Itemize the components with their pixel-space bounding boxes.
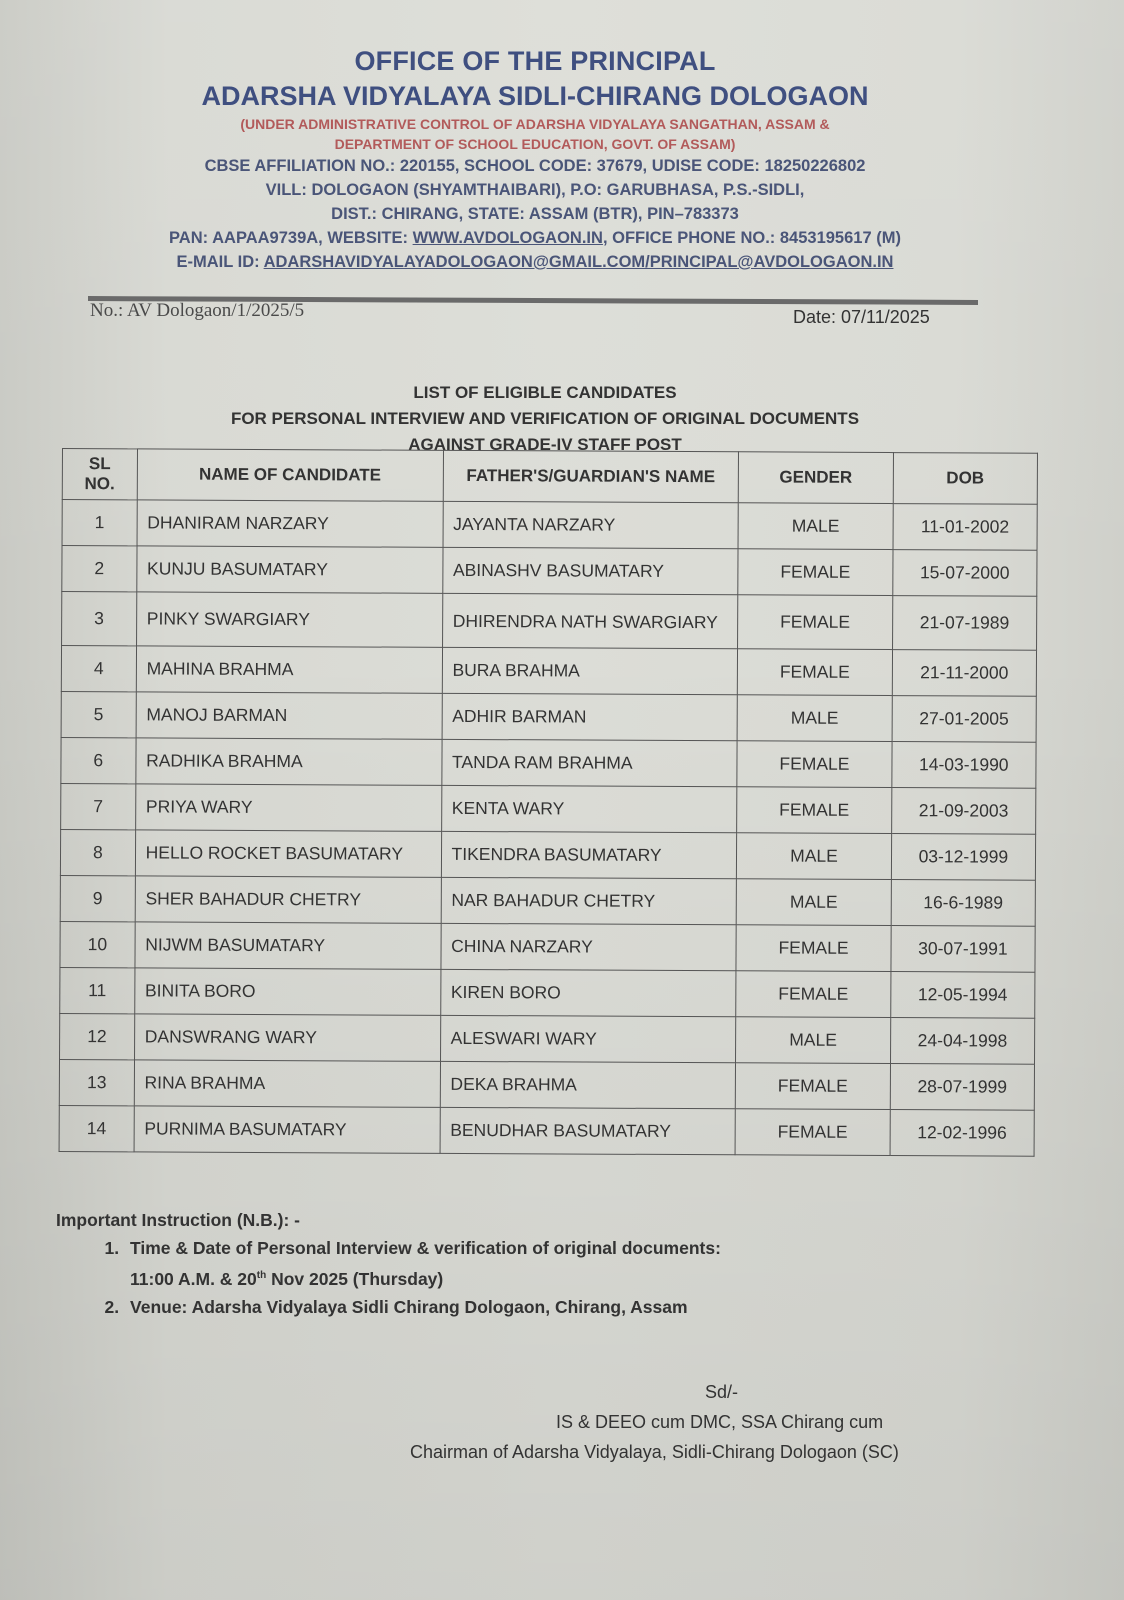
table-row [61, 783, 1036, 834]
cell-gender: FEMALE [738, 549, 893, 596]
cell-father-name: TIKENDRA BASUMATARY [441, 831, 737, 878]
cell-candidate-name: BINITA BORO [134, 968, 440, 1015]
email-line [80, 250, 990, 274]
instruction-item-1 [124, 1234, 721, 1293]
cell-gender: MALE [737, 695, 892, 742]
website-link[interactable]: WWW.AVDOLOGAON.IN [412, 229, 603, 247]
cell-candidate-name: HELLO ROCKET BASUMATARY [135, 830, 441, 877]
cell-gender: FEMALE [738, 649, 893, 696]
cell-father-name: DHIRENDRA NATH SWARGIARY [442, 593, 738, 648]
cell-candidate-name: KUNJU BASUMATARY [136, 546, 442, 593]
important-instructions [56, 1206, 721, 1321]
cell-dob: 12-05-1994 [890, 972, 1035, 1019]
cell-father-name: BURA BRAHMA [442, 647, 738, 694]
header-name: NAME OF CANDIDATE [137, 449, 443, 501]
cell-dob: 24-04-1998 [890, 1018, 1035, 1065]
cell-gender: MALE [736, 879, 891, 926]
header-sl-no [62, 449, 137, 500]
office-title: OFFICE OF THE PRINCIPAL [354, 46, 716, 76]
list-title-line-3: AGAINST GRADE-IV STAFF POST [408, 435, 682, 454]
table-row [60, 967, 1035, 1018]
table-row [60, 829, 1035, 880]
cell-sl-no: 2 [62, 546, 137, 592]
header-dob: DOB [893, 453, 1038, 505]
pan-label: PAN: AAPAA9739A, WEBSITE: [169, 229, 413, 247]
cell-sl-no: 1 [62, 500, 137, 546]
list-title-line-2: FOR PERSONAL INTERVIEW AND VERIFICATION OF ORIGINAL DOCUMENTS [230, 409, 860, 428]
cell-dob: 21-09-2003 [891, 788, 1036, 835]
signatory-designation-2: Chairman of Adarsha Vidyalaya, Sidli-Chirang Dologaon (SC) [410, 1442, 899, 1462]
cell-candidate-name: RADHIKA BRAHMA [136, 738, 442, 785]
table-row [61, 646, 1036, 697]
cell-father-name: DEKA BRAHMA [440, 1061, 736, 1108]
cell-candidate-name: DHANIRAM NARZARY [137, 500, 443, 547]
email-link[interactable]: ADARSHAVIDYALAYADOLOGAON@GMAIL.COM/PRINCIPAL@AVDOLOGAON.IN [263, 253, 894, 271]
cell-father-name: TANDA RAM BRAHMA [441, 739, 737, 786]
cell-candidate-name: PINKY SWARGIARY [136, 592, 442, 647]
school-name: ADARSHA VIDYALAYA SIDLI-CHIRANG DOLOGAON [201, 81, 869, 111]
cell-father-name: ALESWARI WARY [440, 1015, 736, 1062]
control-line-2: DEPARTMENT OF SCHOOL EDUCATION, GOVT. OF ASSAM) [334, 136, 736, 152]
cell-candidate-name: SHER BAHADUR CHETRY [135, 876, 441, 923]
cell-gender: MALE [738, 503, 893, 550]
cell-dob: 14-03-1990 [892, 742, 1037, 789]
cell-gender: FEMALE [737, 787, 892, 834]
cell-candidate-name: PURNIMA BASUMATARY [134, 1106, 440, 1153]
cell-gender: FEMALE [736, 925, 891, 972]
cell-sl-no: 10 [60, 921, 135, 967]
cell-sl-no: 7 [61, 783, 136, 829]
instruction-item-2: 2. Venue: Adarsha Vidyalaya Sidli Chirang Dologaon, Chirang, Assam [124, 1293, 721, 1321]
cell-candidate-name: PRIYA WARY [135, 784, 441, 831]
cell-father-name: KENTA WARY [441, 785, 737, 832]
cell-dob: 15-07-2000 [892, 550, 1037, 597]
header-sl-label: SL [88, 454, 111, 474]
cell-father-name: KIREN BORO [440, 969, 736, 1016]
header-father-name: FATHER'S/GUARDIAN'S NAME [443, 450, 739, 502]
cell-father-name: ABINASHV BASUMATARY [442, 547, 738, 594]
table-body [59, 500, 1037, 1157]
interview-time: 11:00 A.M. & 20 [130, 1268, 257, 1289]
header-gender: GENDER [738, 452, 893, 504]
cell-sl-no: 12 [60, 1013, 135, 1059]
cell-sl-no: 11 [60, 967, 135, 1013]
candidates-table [59, 448, 1038, 1157]
document-date: Date: 07/11/2025 [793, 307, 930, 327]
control-line-1: (UNDER ADMINISTRATIVE CONTROL OF ADARSHA VIDYALAYA SANGATHAN, ASSAM & [240, 116, 830, 132]
cell-dob: 12-02-1996 [890, 1110, 1035, 1157]
address-line-1: VILL: DOLOGAON (SHYAMTHAIBARI), P.O: GARUBHASA, P.S.-SIDLI, [265, 181, 805, 199]
school-codes: CBSE AFFILIATION NO.: 220155, SCHOOL CODE: 37679, UDISE CODE: 18250226802 [204, 157, 866, 175]
email-label: E-MAIL ID: [176, 253, 264, 271]
cell-gender: FEMALE [735, 1109, 890, 1156]
header-no-label: NO. [84, 474, 115, 494]
cell-dob: 16-6-1989 [891, 880, 1036, 927]
table-row [62, 546, 1037, 597]
table-row [60, 875, 1035, 926]
table-row [59, 1059, 1034, 1110]
cell-candidate-name: NIJWM BASUMATARY [135, 922, 441, 969]
cell-candidate-name: RINA BRAHMA [134, 1060, 440, 1107]
cell-dob: 21-07-1989 [892, 596, 1037, 651]
list-title [130, 380, 960, 458]
table-row [62, 500, 1037, 551]
cell-candidate-name: DANSWRANG WARY [134, 1014, 440, 1061]
cell-sl-no: 5 [61, 691, 136, 737]
instructions-heading: Important Instruction (N.B.): - [56, 1210, 301, 1230]
table-row [60, 1013, 1035, 1064]
cell-dob: 27-01-2005 [892, 696, 1037, 743]
ordinal-suffix: th [256, 1270, 267, 1281]
table-row [61, 737, 1036, 788]
cell-sl-no: 4 [61, 646, 136, 692]
cell-sl-no: 6 [61, 737, 136, 783]
cell-dob: 03-12-1999 [891, 834, 1036, 881]
table-header-row [62, 449, 1037, 505]
cell-gender: MALE [736, 1017, 891, 1064]
instruction-1-line-1: Time & Date of Personal Interview & verification of original documents: [130, 1238, 721, 1258]
signatory-designation-1: IS & DEEO cum DMC, SSA Chirang cum [556, 1412, 884, 1432]
cell-dob: 11-01-2002 [893, 504, 1038, 551]
cell-sl-no: 13 [59, 1059, 134, 1105]
cell-sl-no: 9 [60, 875, 135, 921]
cell-candidate-name: MANOJ BARMAN [136, 692, 442, 739]
cell-dob: 30-07-1991 [891, 926, 1036, 973]
cell-father-name: JAYANTA NARZARY [443, 501, 739, 548]
cell-sl-no: 8 [60, 829, 135, 875]
interview-date: Nov 2025 (Thursday) [266, 1268, 444, 1289]
cell-father-name: BENUDHAR BASUMATARY [440, 1107, 736, 1154]
cell-gender: FEMALE [738, 595, 893, 650]
cell-gender: FEMALE [736, 971, 891, 1018]
list-title-line-1: LIST OF ELIGIBLE CANDIDATES [413, 383, 677, 402]
letterhead [80, 44, 990, 274]
cell-father-name: ADHIR BARMAN [442, 693, 738, 740]
signature-sd: Sd/- [705, 1382, 739, 1402]
table-row [61, 691, 1036, 742]
table-row [62, 592, 1037, 651]
instructions-list [56, 1234, 721, 1321]
cell-dob: 21-11-2000 [892, 650, 1037, 697]
cell-gender: FEMALE [735, 1063, 890, 1110]
cell-gender: MALE [737, 833, 892, 880]
address-line-2: DIST.: CHIRANG, STATE: ASSAM (BTR), PIN–783373 [331, 205, 739, 223]
phone-text: , OFFICE PHONE NO.: 8453195617 (M) [602, 229, 901, 247]
cell-candidate-name: MAHINA BRAHMA [136, 646, 442, 693]
table-row [60, 921, 1035, 972]
cell-father-name: CHINA NARZARY [441, 923, 737, 970]
cell-sl-no: 3 [62, 592, 137, 646]
reference-number: No.: AV Dologaon/1/2025/5 [90, 300, 305, 321]
cell-gender: FEMALE [737, 741, 892, 788]
table-row [59, 1105, 1034, 1156]
cell-sl-no: 14 [59, 1105, 134, 1151]
instruction-1-time-date [130, 1269, 443, 1289]
cell-dob: 28-07-1999 [890, 1064, 1035, 1111]
pan-website-phone [80, 226, 990, 250]
cell-father-name: NAR BAHADUR CHETRY [441, 877, 737, 924]
